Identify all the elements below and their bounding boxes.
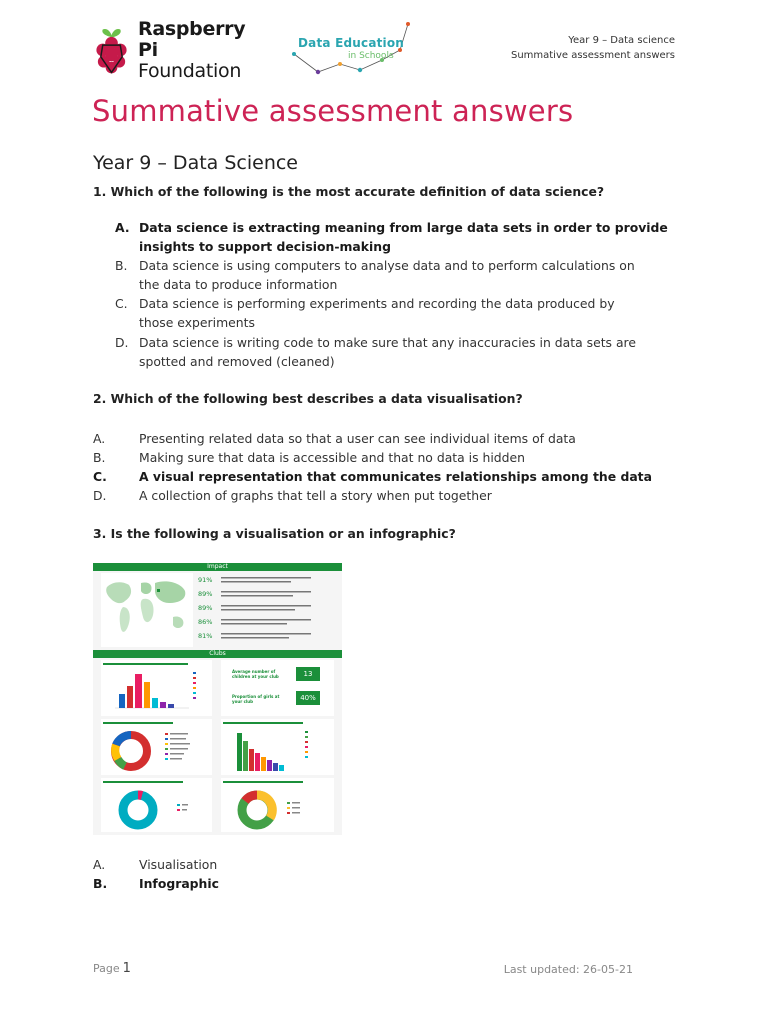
page-title: Summative assessment answers bbox=[92, 94, 574, 128]
option-letter: C. bbox=[115, 296, 128, 311]
option-text: Presenting related data so that a user can see individual items of data bbox=[139, 431, 576, 446]
girls-label: Proportion of girls at your club bbox=[232, 694, 280, 704]
option-text: A collection of graphs that tell a story when put together bbox=[139, 488, 492, 503]
venue-donut-chart bbox=[101, 719, 212, 775]
option-letter: D. bbox=[115, 335, 129, 350]
clubs-header: Clubs bbox=[93, 650, 342, 658]
stat-pct: 86% bbox=[198, 618, 213, 626]
option-text-line2: insights to support decision-making bbox=[139, 239, 391, 254]
option-letter: B. bbox=[115, 258, 128, 273]
option-text-line2: the data to produce information bbox=[139, 277, 338, 292]
data-education-in-schools-logo bbox=[290, 20, 420, 78]
option-letter: B. bbox=[93, 876, 108, 891]
logo-dei-line2: in Schools bbox=[348, 51, 394, 61]
internet-donut-chart bbox=[101, 778, 212, 832]
option-text-line1: Data science is using computers to analyse data and to perform calculations on bbox=[139, 258, 635, 273]
option-text: A visual representation that communicates relationships among the data bbox=[139, 469, 652, 484]
option-text: Visualisation bbox=[139, 857, 218, 872]
option-text: Infographic bbox=[139, 876, 219, 891]
option-letter: A. bbox=[93, 857, 106, 872]
page-footer-number bbox=[93, 961, 131, 976]
header-course: Year 9 – Data science bbox=[568, 35, 675, 46]
stat-row bbox=[198, 590, 215, 598]
header-doc-name: Summative assessment answers bbox=[510, 50, 675, 61]
raspberry-icon bbox=[93, 25, 130, 75]
avg-value: 13 bbox=[296, 667, 320, 681]
logo-dei-line1: Data Education bbox=[298, 36, 405, 50]
question-2: 2. Which of the following best describes a data visualisation? bbox=[93, 391, 523, 406]
world-map-icon bbox=[101, 573, 193, 647]
option-text: Making sure that data is accessible and that no data is hidden bbox=[139, 450, 526, 465]
attend-chart-panel bbox=[101, 660, 212, 716]
header-meta bbox=[511, 33, 675, 63]
option-text-line2: those experiments bbox=[139, 315, 255, 330]
option-letter: A. bbox=[115, 220, 130, 235]
question-1: 1. Which of the following is the most accurate definition of data science? bbox=[93, 184, 605, 199]
logo-rpf-line1: Raspberry Pi bbox=[138, 17, 246, 61]
stat-text-lines bbox=[221, 577, 342, 657]
stat-pct: 91% bbox=[198, 576, 213, 584]
avg-label: Average number of children at your club bbox=[232, 669, 279, 679]
page-number: 1 bbox=[122, 961, 131, 976]
projects-bar-chart bbox=[221, 719, 334, 775]
girls-value: 40% bbox=[296, 691, 320, 705]
stat-pct: 89% bbox=[198, 604, 213, 612]
option-letter: C. bbox=[93, 469, 107, 484]
option-text-line1: Data science is writing code to make sure that any inaccuracies in data sets are bbox=[139, 335, 636, 350]
logo-rpf-line2: Foundation bbox=[138, 59, 242, 82]
stat-pct: 81% bbox=[198, 632, 213, 640]
venue-chart-panel bbox=[101, 719, 212, 775]
projects-chart-panel bbox=[221, 719, 334, 775]
question-3: 3. Is the following a visualisation or an infographic? bbox=[93, 526, 456, 541]
option-letter: A. bbox=[93, 431, 106, 446]
stat-pct: 89% bbox=[198, 590, 213, 598]
infographic-image bbox=[93, 563, 342, 835]
stat-row bbox=[198, 576, 215, 584]
stat-row bbox=[198, 632, 215, 640]
world-map bbox=[101, 573, 193, 647]
option-letter: D. bbox=[93, 488, 107, 503]
stat-row bbox=[198, 618, 215, 626]
internet-chart-panel bbox=[101, 778, 212, 832]
option-text-line1: Data science is performing experiments and recording the data produced by bbox=[139, 296, 615, 311]
option-text-line2: spotted and removed (cleaned) bbox=[139, 354, 335, 369]
page-label: Page bbox=[93, 962, 120, 975]
option-text-line1: Data science is extracting meaning from large data sets in order to provide bbox=[139, 220, 668, 235]
raspberry-pi-foundation-logo bbox=[93, 17, 268, 82]
impact-header: Impact bbox=[93, 563, 342, 571]
online-donut-chart bbox=[221, 778, 334, 832]
club-stats-panel bbox=[221, 660, 334, 716]
online-chart-panel bbox=[221, 778, 334, 832]
page-subtitle: Year 9 – Data Science bbox=[93, 152, 298, 174]
attendance-bar-chart bbox=[101, 660, 212, 716]
option-letter: B. bbox=[93, 450, 106, 465]
last-updated: Last updated: 26-05-21 bbox=[503, 963, 633, 976]
stat-row bbox=[198, 604, 215, 612]
